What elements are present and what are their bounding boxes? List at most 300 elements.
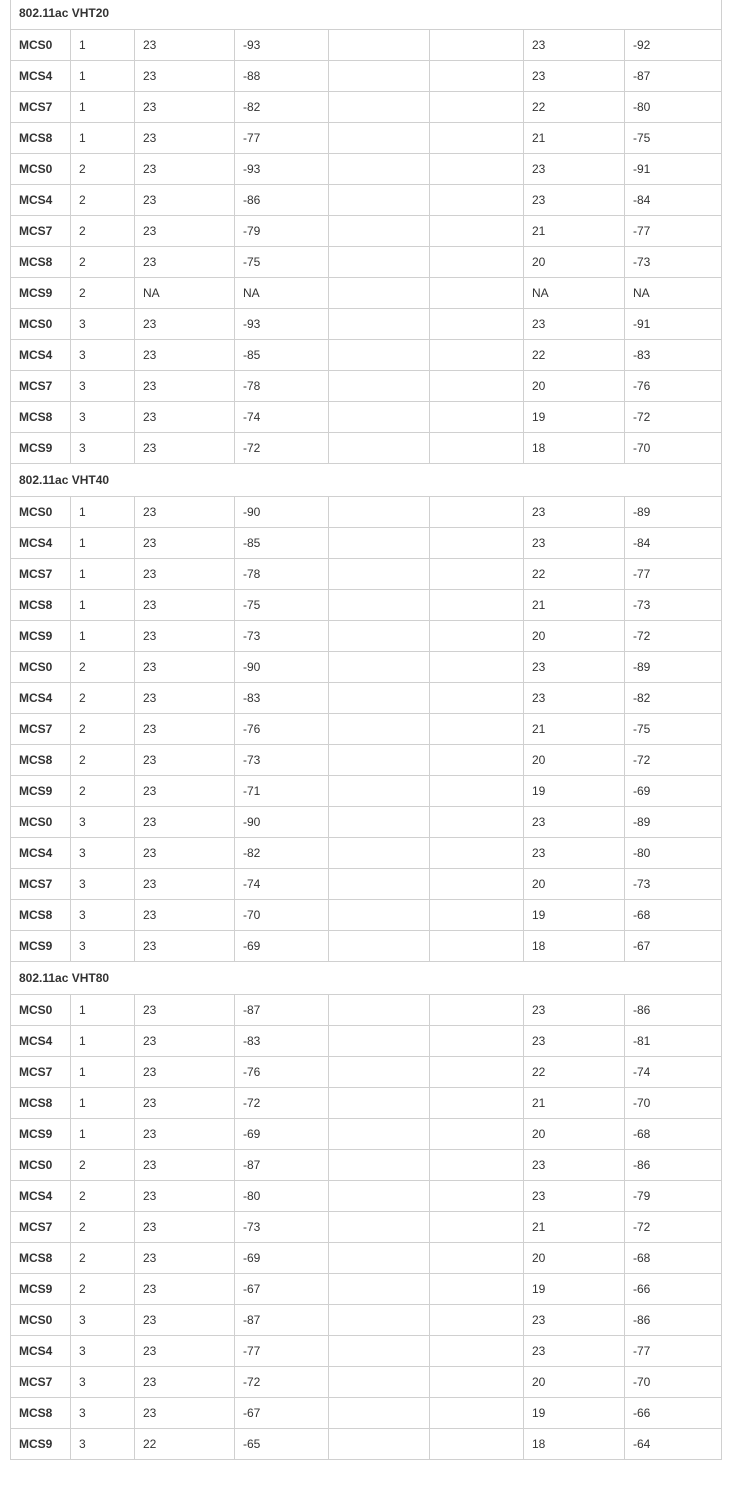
cell-mcs: MCS7 xyxy=(11,1367,71,1398)
cell-sensitivity-a: -74 xyxy=(235,402,329,433)
cell-sensitivity-a: -78 xyxy=(235,559,329,590)
cell-blank-a xyxy=(329,931,430,962)
table-row xyxy=(11,1398,722,1429)
cell-sensitivity-b: -77 xyxy=(625,559,722,590)
cell-streams: 1 xyxy=(71,1057,135,1088)
cell-sensitivity-a: -85 xyxy=(235,528,329,559)
cell-tx-power-b: 19 xyxy=(524,1274,625,1305)
cell-blank-b xyxy=(430,216,524,247)
cell-sensitivity-a: -70 xyxy=(235,900,329,931)
cell-sensitivity-b: -64 xyxy=(625,1429,722,1460)
cell-sensitivity-b: -84 xyxy=(625,185,722,216)
cell-blank-a xyxy=(329,995,430,1026)
cell-sensitivity-b: -70 xyxy=(625,1367,722,1398)
cell-sensitivity-b: -68 xyxy=(625,900,722,931)
cell-streams: 1 xyxy=(71,590,135,621)
cell-blank-b xyxy=(430,900,524,931)
cell-tx-power-a: 23 xyxy=(135,402,235,433)
cell-blank-b xyxy=(430,776,524,807)
cell-mcs: MCS4 xyxy=(11,838,71,869)
cell-tx-power-b: 21 xyxy=(524,216,625,247)
cell-sensitivity-b: -72 xyxy=(625,1212,722,1243)
cell-tx-power-b: 22 xyxy=(524,92,625,123)
table-row xyxy=(11,1212,722,1243)
cell-tx-power-a: 23 xyxy=(135,683,235,714)
section-header-row xyxy=(11,464,722,497)
cell-mcs: MCS8 xyxy=(11,745,71,776)
cell-blank-a xyxy=(329,1119,430,1150)
cell-sensitivity-a: -87 xyxy=(235,1150,329,1181)
cell-blank-b xyxy=(430,1088,524,1119)
cell-streams: 3 xyxy=(71,402,135,433)
cell-tx-power-b: 18 xyxy=(524,1429,625,1460)
cell-tx-power-b: 20 xyxy=(524,869,625,900)
cell-sensitivity-a: -80 xyxy=(235,1181,329,1212)
cell-tx-power-b: 23 xyxy=(524,1150,625,1181)
cell-blank-a xyxy=(329,340,430,371)
cell-streams: 2 xyxy=(71,714,135,745)
cell-tx-power-b: 19 xyxy=(524,900,625,931)
cell-blank-b xyxy=(430,340,524,371)
cell-sensitivity-b: -73 xyxy=(625,869,722,900)
cell-blank-b xyxy=(430,590,524,621)
cell-streams: 3 xyxy=(71,869,135,900)
cell-blank-b xyxy=(430,433,524,464)
cell-tx-power-b: 23 xyxy=(524,838,625,869)
cell-sensitivity-b: -74 xyxy=(625,1057,722,1088)
cell-blank-a xyxy=(329,714,430,745)
cell-tx-power-b: 19 xyxy=(524,1398,625,1429)
table-row xyxy=(11,807,722,838)
cell-blank-b xyxy=(430,995,524,1026)
cell-tx-power-a: 23 xyxy=(135,528,235,559)
cell-blank-b xyxy=(430,652,524,683)
cell-streams: 3 xyxy=(71,807,135,838)
cell-tx-power-b: 23 xyxy=(524,1336,625,1367)
cell-blank-a xyxy=(329,402,430,433)
cell-mcs: MCS7 xyxy=(11,216,71,247)
cell-streams: 2 xyxy=(71,1212,135,1243)
cell-mcs: MCS8 xyxy=(11,900,71,931)
cell-blank-a xyxy=(329,185,430,216)
table-row xyxy=(11,1429,722,1460)
cell-tx-power-a: 23 xyxy=(135,1119,235,1150)
cell-tx-power-a: 23 xyxy=(135,371,235,402)
cell-sensitivity-b: -83 xyxy=(625,340,722,371)
cell-streams: 3 xyxy=(71,340,135,371)
cell-blank-b xyxy=(430,1367,524,1398)
table-row xyxy=(11,621,722,652)
cell-sensitivity-a: -67 xyxy=(235,1398,329,1429)
cell-sensitivity-a: -73 xyxy=(235,621,329,652)
cell-tx-power-a: 23 xyxy=(135,590,235,621)
cell-sensitivity-b: -68 xyxy=(625,1119,722,1150)
table-row xyxy=(11,309,722,340)
cell-tx-power-b: 19 xyxy=(524,402,625,433)
cell-blank-b xyxy=(430,92,524,123)
cell-sensitivity-b: -84 xyxy=(625,528,722,559)
cell-tx-power-a: 23 xyxy=(135,92,235,123)
cell-tx-power-b: NA xyxy=(524,278,625,309)
cell-mcs: MCS9 xyxy=(11,1274,71,1305)
cell-blank-a xyxy=(329,900,430,931)
cell-sensitivity-b: -70 xyxy=(625,1088,722,1119)
table-row xyxy=(11,497,722,528)
cell-mcs: MCS0 xyxy=(11,309,71,340)
cell-sensitivity-a: NA xyxy=(235,278,329,309)
cell-sensitivity-a: -73 xyxy=(235,745,329,776)
cell-blank-b xyxy=(430,807,524,838)
cell-tx-power-a: 23 xyxy=(135,216,235,247)
cell-tx-power-b: 23 xyxy=(524,528,625,559)
cell-sensitivity-a: -90 xyxy=(235,497,329,528)
cell-sensitivity-a: -93 xyxy=(235,30,329,61)
cell-tx-power-a: 23 xyxy=(135,714,235,745)
cell-sensitivity-b: -91 xyxy=(625,309,722,340)
cell-sensitivity-b: -87 xyxy=(625,61,722,92)
cell-sensitivity-a: -65 xyxy=(235,1429,329,1460)
cell-tx-power-b: 23 xyxy=(524,995,625,1026)
cell-tx-power-a: 23 xyxy=(135,838,235,869)
table-row xyxy=(11,92,722,123)
cell-sensitivity-b: -81 xyxy=(625,1026,722,1057)
table-row xyxy=(11,1243,722,1274)
cell-blank-b xyxy=(430,185,524,216)
cell-tx-power-b: 23 xyxy=(524,497,625,528)
cell-tx-power-b: 23 xyxy=(524,1026,625,1057)
cell-sensitivity-b: -72 xyxy=(625,621,722,652)
cell-blank-b xyxy=(430,745,524,776)
cell-tx-power-b: 23 xyxy=(524,185,625,216)
cell-blank-b xyxy=(430,154,524,185)
cell-mcs: MCS8 xyxy=(11,1088,71,1119)
cell-sensitivity-b: -82 xyxy=(625,683,722,714)
cell-mcs: MCS7 xyxy=(11,559,71,590)
cell-streams: 1 xyxy=(71,123,135,154)
cell-blank-b xyxy=(430,1305,524,1336)
table-row xyxy=(11,1150,722,1181)
table-row xyxy=(11,123,722,154)
cell-sensitivity-a: -82 xyxy=(235,838,329,869)
table-row xyxy=(11,869,722,900)
table-row xyxy=(11,61,722,92)
cell-sensitivity-a: -77 xyxy=(235,123,329,154)
cell-streams: 1 xyxy=(71,1119,135,1150)
cell-mcs: MCS7 xyxy=(11,714,71,745)
cell-blank-a xyxy=(329,1181,430,1212)
cell-streams: 2 xyxy=(71,1243,135,1274)
cell-blank-b xyxy=(430,1150,524,1181)
cell-blank-b xyxy=(430,1119,524,1150)
cell-mcs: MCS9 xyxy=(11,278,71,309)
table-row xyxy=(11,590,722,621)
cell-tx-power-b: 18 xyxy=(524,433,625,464)
cell-sensitivity-b: -86 xyxy=(625,1305,722,1336)
cell-sensitivity-a: -86 xyxy=(235,185,329,216)
cell-blank-b xyxy=(430,838,524,869)
spec-table xyxy=(10,0,722,1460)
cell-sensitivity-a: -69 xyxy=(235,931,329,962)
cell-sensitivity-a: -88 xyxy=(235,61,329,92)
cell-streams: 3 xyxy=(71,931,135,962)
cell-sensitivity-b: -86 xyxy=(625,995,722,1026)
cell-mcs: MCS9 xyxy=(11,931,71,962)
cell-streams: 2 xyxy=(71,185,135,216)
table-row xyxy=(11,1057,722,1088)
cell-tx-power-b: 23 xyxy=(524,61,625,92)
cell-blank-a xyxy=(329,652,430,683)
cell-sensitivity-a: -87 xyxy=(235,995,329,1026)
cell-tx-power-a: 23 xyxy=(135,154,235,185)
cell-blank-a xyxy=(329,123,430,154)
cell-mcs: MCS8 xyxy=(11,402,71,433)
cell-mcs: MCS7 xyxy=(11,1057,71,1088)
cell-sensitivity-a: -75 xyxy=(235,590,329,621)
cell-mcs: MCS7 xyxy=(11,92,71,123)
cell-mcs: MCS8 xyxy=(11,123,71,154)
cell-mcs: MCS8 xyxy=(11,590,71,621)
cell-mcs: MCS0 xyxy=(11,995,71,1026)
table-row xyxy=(11,1305,722,1336)
cell-sensitivity-b: -75 xyxy=(625,123,722,154)
cell-blank-b xyxy=(430,371,524,402)
cell-streams: 1 xyxy=(71,30,135,61)
cell-sensitivity-a: -79 xyxy=(235,216,329,247)
cell-mcs: MCS8 xyxy=(11,1243,71,1274)
cell-tx-power-a: 23 xyxy=(135,1274,235,1305)
cell-blank-b xyxy=(430,247,524,278)
cell-streams: 1 xyxy=(71,528,135,559)
cell-blank-b xyxy=(430,402,524,433)
cell-tx-power-b: 23 xyxy=(524,1181,625,1212)
table-row xyxy=(11,1088,722,1119)
cell-mcs: MCS9 xyxy=(11,1119,71,1150)
cell-tx-power-a: 23 xyxy=(135,1150,235,1181)
cell-sensitivity-b: -80 xyxy=(625,838,722,869)
cell-tx-power-a: 23 xyxy=(135,309,235,340)
cell-mcs: MCS4 xyxy=(11,61,71,92)
cell-streams: 1 xyxy=(71,497,135,528)
cell-sensitivity-b: -73 xyxy=(625,247,722,278)
cell-sensitivity-a: -93 xyxy=(235,154,329,185)
cell-blank-b xyxy=(430,1398,524,1429)
cell-blank-b xyxy=(430,683,524,714)
cell-tx-power-b: 22 xyxy=(524,340,625,371)
cell-tx-power-a: 23 xyxy=(135,559,235,590)
cell-sensitivity-b: -75 xyxy=(625,714,722,745)
cell-streams: 1 xyxy=(71,1026,135,1057)
cell-sensitivity-a: -77 xyxy=(235,1336,329,1367)
cell-sensitivity-a: -87 xyxy=(235,1305,329,1336)
cell-blank-a xyxy=(329,92,430,123)
cell-mcs: MCS0 xyxy=(11,497,71,528)
cell-streams: 1 xyxy=(71,995,135,1026)
cell-sensitivity-a: -69 xyxy=(235,1119,329,1150)
cell-mcs: MCS4 xyxy=(11,1026,71,1057)
cell-streams: 1 xyxy=(71,559,135,590)
cell-sensitivity-b: -80 xyxy=(625,92,722,123)
cell-tx-power-a: 23 xyxy=(135,340,235,371)
cell-tx-power-a: 23 xyxy=(135,1367,235,1398)
cell-blank-b xyxy=(430,869,524,900)
cell-blank-a xyxy=(329,1088,430,1119)
cell-sensitivity-b: -72 xyxy=(625,402,722,433)
cell-blank-a xyxy=(329,621,430,652)
cell-blank-a xyxy=(329,683,430,714)
cell-mcs: MCS9 xyxy=(11,776,71,807)
cell-blank-b xyxy=(430,931,524,962)
table-row xyxy=(11,278,722,309)
cell-mcs: MCS7 xyxy=(11,869,71,900)
cell-mcs: MCS4 xyxy=(11,683,71,714)
cell-sensitivity-a: -76 xyxy=(235,714,329,745)
table-row xyxy=(11,30,722,61)
cell-mcs: MCS0 xyxy=(11,1150,71,1181)
cell-tx-power-a: 23 xyxy=(135,1243,235,1274)
cell-tx-power-a: 23 xyxy=(135,807,235,838)
cell-streams: 1 xyxy=(71,1088,135,1119)
cell-blank-b xyxy=(430,559,524,590)
cell-blank-a xyxy=(329,1429,430,1460)
cell-tx-power-a: 23 xyxy=(135,1398,235,1429)
cell-streams: 2 xyxy=(71,278,135,309)
cell-tx-power-a: 23 xyxy=(135,1212,235,1243)
cell-sensitivity-b: -76 xyxy=(625,371,722,402)
section-title: 802.11ac VHT40 xyxy=(11,464,722,497)
cell-blank-b xyxy=(430,61,524,92)
cell-blank-b xyxy=(430,1026,524,1057)
cell-blank-b xyxy=(430,30,524,61)
cell-mcs: MCS4 xyxy=(11,185,71,216)
cell-streams: 2 xyxy=(71,683,135,714)
table-row xyxy=(11,745,722,776)
cell-streams: 2 xyxy=(71,776,135,807)
cell-streams: 2 xyxy=(71,154,135,185)
section-header-row xyxy=(11,0,722,30)
cell-tx-power-b: 23 xyxy=(524,652,625,683)
cell-tx-power-b: 21 xyxy=(524,1212,625,1243)
cell-blank-a xyxy=(329,776,430,807)
cell-streams: 2 xyxy=(71,216,135,247)
cell-streams: 2 xyxy=(71,247,135,278)
cell-blank-a xyxy=(329,497,430,528)
cell-sensitivity-a: -69 xyxy=(235,1243,329,1274)
cell-streams: 3 xyxy=(71,1305,135,1336)
cell-blank-b xyxy=(430,1336,524,1367)
cell-tx-power-b: 22 xyxy=(524,559,625,590)
cell-tx-power-b: 20 xyxy=(524,371,625,402)
cell-blank-a xyxy=(329,528,430,559)
cell-tx-power-a: 22 xyxy=(135,1429,235,1460)
cell-tx-power-a: 23 xyxy=(135,433,235,464)
cell-sensitivity-a: -72 xyxy=(235,1088,329,1119)
cell-mcs: MCS4 xyxy=(11,528,71,559)
cell-sensitivity-b: -68 xyxy=(625,1243,722,1274)
cell-sensitivity-a: -67 xyxy=(235,1274,329,1305)
cell-blank-a xyxy=(329,1367,430,1398)
table-row xyxy=(11,995,722,1026)
table-row xyxy=(11,433,722,464)
cell-streams: 3 xyxy=(71,371,135,402)
cell-blank-a xyxy=(329,30,430,61)
cell-sensitivity-a: -78 xyxy=(235,371,329,402)
cell-tx-power-a: 23 xyxy=(135,1057,235,1088)
cell-tx-power-a: 23 xyxy=(135,900,235,931)
table-row xyxy=(11,776,722,807)
cell-sensitivity-b: -70 xyxy=(625,433,722,464)
cell-mcs: MCS7 xyxy=(11,371,71,402)
cell-sensitivity-b: -69 xyxy=(625,776,722,807)
table-row xyxy=(11,247,722,278)
cell-sensitivity-a: -72 xyxy=(235,1367,329,1398)
table-row xyxy=(11,340,722,371)
cell-sensitivity-a: -83 xyxy=(235,1026,329,1057)
cell-sensitivity-a: -90 xyxy=(235,807,329,838)
cell-sensitivity-a: -73 xyxy=(235,1212,329,1243)
cell-sensitivity-b: -92 xyxy=(625,30,722,61)
cell-tx-power-a: 23 xyxy=(135,931,235,962)
cell-sensitivity-a: -74 xyxy=(235,869,329,900)
cell-mcs: MCS0 xyxy=(11,1305,71,1336)
cell-streams: 2 xyxy=(71,745,135,776)
cell-blank-a xyxy=(329,154,430,185)
cell-blank-b xyxy=(430,309,524,340)
cell-tx-power-a: 23 xyxy=(135,30,235,61)
table-row xyxy=(11,714,722,745)
cell-mcs: MCS0 xyxy=(11,652,71,683)
cell-blank-a xyxy=(329,1212,430,1243)
cell-sensitivity-b: -77 xyxy=(625,1336,722,1367)
cell-tx-power-b: 20 xyxy=(524,1243,625,1274)
cell-sensitivity-b: -89 xyxy=(625,807,722,838)
cell-blank-b xyxy=(430,1429,524,1460)
cell-sensitivity-b: -67 xyxy=(625,931,722,962)
cell-sensitivity-b: -77 xyxy=(625,216,722,247)
cell-tx-power-a: 23 xyxy=(135,745,235,776)
table-row xyxy=(11,528,722,559)
cell-tx-power-b: 20 xyxy=(524,247,625,278)
cell-sensitivity-a: -85 xyxy=(235,340,329,371)
cell-blank-a xyxy=(329,1305,430,1336)
cell-blank-a xyxy=(329,433,430,464)
cell-blank-b xyxy=(430,497,524,528)
cell-tx-power-b: 20 xyxy=(524,621,625,652)
cell-sensitivity-b: -66 xyxy=(625,1274,722,1305)
cell-mcs: MCS4 xyxy=(11,1336,71,1367)
table-row xyxy=(11,900,722,931)
cell-sensitivity-b: -73 xyxy=(625,590,722,621)
cell-sensitivity-a: -72 xyxy=(235,433,329,464)
cell-blank-a xyxy=(329,371,430,402)
cell-sensitivity-a: -82 xyxy=(235,92,329,123)
cell-tx-power-a: 23 xyxy=(135,776,235,807)
table-row xyxy=(11,1119,722,1150)
cell-blank-a xyxy=(329,807,430,838)
cell-mcs: MCS9 xyxy=(11,621,71,652)
cell-blank-a xyxy=(329,216,430,247)
cell-mcs: MCS4 xyxy=(11,340,71,371)
cell-tx-power-a: 23 xyxy=(135,995,235,1026)
cell-sensitivity-a: -76 xyxy=(235,1057,329,1088)
section-title: 802.11ac VHT80 xyxy=(11,962,722,995)
cell-blank-b xyxy=(430,278,524,309)
cell-streams: 1 xyxy=(71,61,135,92)
cell-mcs: MCS8 xyxy=(11,1398,71,1429)
cell-mcs: MCS8 xyxy=(11,247,71,278)
cell-tx-power-a: 23 xyxy=(135,247,235,278)
cell-blank-a xyxy=(329,745,430,776)
cell-tx-power-b: 21 xyxy=(524,714,625,745)
